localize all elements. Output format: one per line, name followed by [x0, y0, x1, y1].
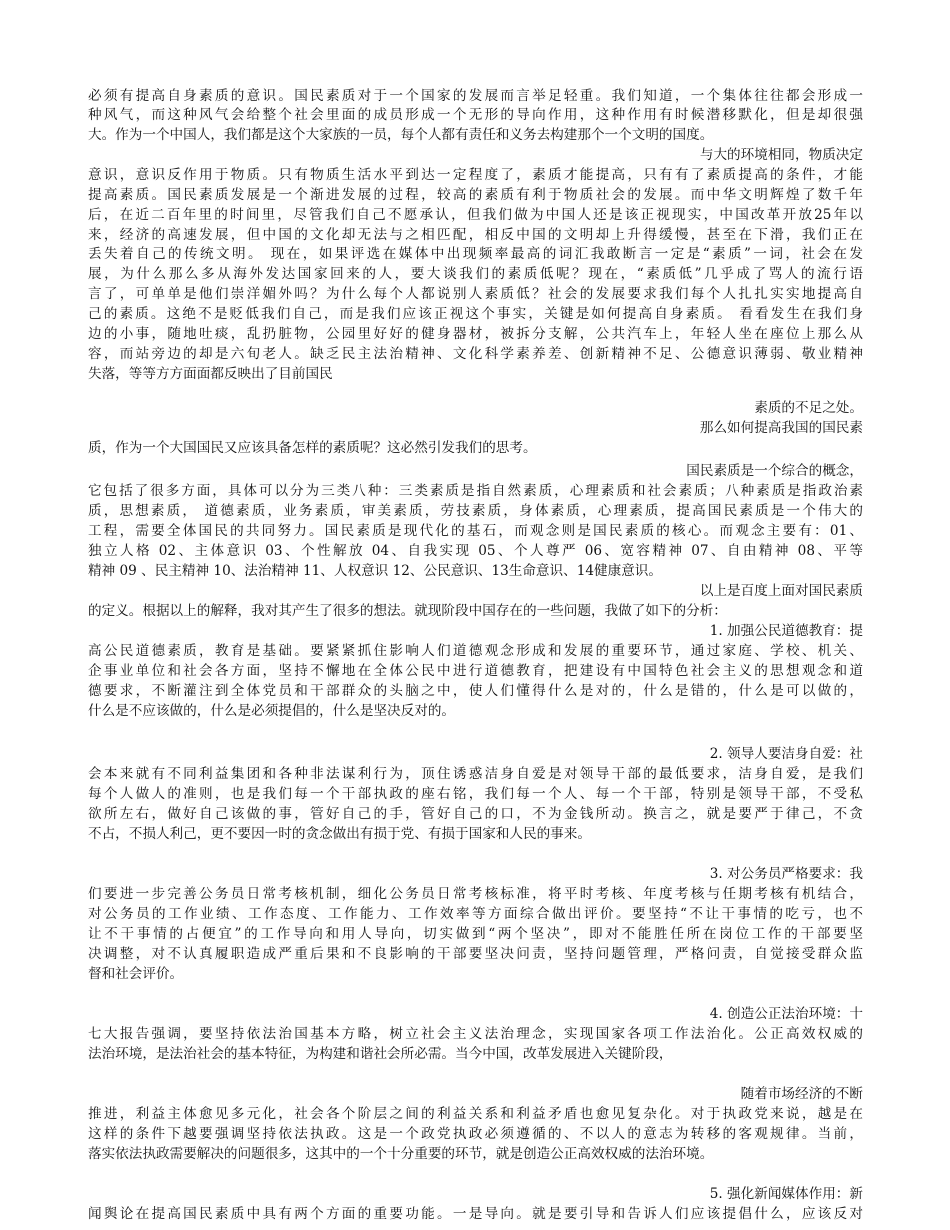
text-line: 容，而站旁边的却是六旬老人。缺乏民主法治精神、文化科学素养差、创新精神不足、公德意识薄弱、敬业精神 [88, 346, 863, 362]
text-line: 后，在近二百年里的时间里，尽管我们自己不愿承认，但我们做为中国人还是该正视现实，中国改革开放25年以 [88, 207, 863, 223]
text-line: 2. 领导人要洁身自爱：社 [709, 746, 863, 762]
text-line: 欲所左右，做好自己该做的事，管好自己的手，管好自己的口，不为金钱所动。换言之，就是要严于律己，不贪 [88, 806, 863, 822]
text-line: 高公民道德素质，教育是基础。要紧紧抓住影响人们道德观念形成和发展的重要环节，通过家庭、学校、机关、 [88, 643, 863, 659]
text-line: 丢失着自己的传统文明。 现在，如果评选在媒体中出现频率最高的词汇我敢断言一定是“素质”一词，社会在发 [88, 246, 863, 262]
text-line: 5. 强化新闻媒体作用：新 [709, 1186, 863, 1202]
text-line: 边的小事，随地吐痰，乱扔脏物，公园里好好的健身器材，被拆分支解，公共汽车上，年轻人坐在座位上那么从 [88, 326, 863, 342]
text-line: 落实依法执政需要解决的问题很多，这其中的一个十分重要的环节，就是创造公正高效权威的法治环境。 [88, 1146, 714, 1162]
text-line: 素质的不足之处。 [754, 400, 863, 416]
text-line: 法治环境，是法治社会的基本特征，为构建和谐社会所必需。当今中国，改革发展进入关键阶段， [88, 1046, 673, 1062]
text-line [88, 1064, 863, 1084]
text-line: 质，思想素质， 道德素质，业务素质，审美素质，劳技素质，身体素质，心理素质，提高国民素质是一个伟大的 [88, 503, 863, 519]
text-line: 它包括了很多方面，具体可以分为三类八种：三类素质是指自然素质，心理素质和社会素质；八种素质是指政治素 [88, 483, 863, 499]
text-line: 督和社会评价。 [88, 966, 184, 982]
text-line: 1. 加强公民道德教育：提 [709, 623, 863, 639]
text-line: 以上是百度上面对国民素质 [699, 583, 863, 599]
text-line: 推进，利益主体愈见多元化，社会各个阶层之间的利益关系和利益矛盾也愈见复杂化。对于执政党来说，越是在 [88, 1106, 863, 1122]
text-line: 提高素质。国民素质发展是一个渐进发展的过程，较高的素质有利于物质社会的发展。而中华文明辉煌了数千年 [88, 187, 863, 203]
text-line: 这样的条件下越要强调坚持依法执政。这是一个政党执政必须遵循的、不以人的意志为转移的客观规律。当前， [88, 1126, 863, 1142]
text-line: 决调整，对不认真履职造成严重后果和不良影响的干部要坚决问责，坚持问题管理，严格问责，自觉接受群众监 [88, 946, 863, 962]
text-line: 独立人格 02、主体意识 03、个性解放 04、自我实现 05、个人尊严 06、宽容精神 07、自由精神 08、平等 [88, 543, 863, 559]
text-line: 德要求，不断灌注到全体党员和干部群众的头脑之中，使人们懂得什么是对的，什么是错的，什么是可以做的， [88, 683, 863, 699]
text-line [88, 984, 863, 1004]
text-line: 3. 对公务员严格要求：我 [709, 866, 863, 882]
text-line: 与大的环境相同，物质决定 [699, 147, 863, 163]
text-line: 质，作为一个大国国民又应该具备怎样的素质呢？这必然引发我们的思考。 [88, 440, 537, 456]
text-line: 意识，意识反作用于物质。只有物质生活水平到达一定程度了，素质才能提高，只有有了素质提高的条件，才能 [88, 167, 863, 183]
text-line [88, 1164, 863, 1184]
text-line: 失落，等等方方面面都反映出了目前国民 [88, 366, 333, 382]
text-line: 精神 09 、民主精神 10、法治精神 11、人权意识 12、公民意识、13生命意识、14健康意识。 [88, 563, 662, 579]
text-line: 大。作为一个中国人，我们都是这个大家族的一员，每个人都有责任和义务去构建那个一个文明的国度。 [88, 127, 714, 143]
text-line: 闻舆论在提高国民素质中具有两个方面的重要功能。一是导向。就是要引导和告诉人们应该提倡什么，应该反对 [88, 1206, 863, 1222]
text-line: 每个人做人的准则，也是我们每一个干部执政的座右铭，我们每一个人、每一个干部，特别是领导干部，不受私 [88, 786, 863, 802]
text-line: 国民素质是一个综合的概念， [686, 463, 863, 479]
text-line: 企事业单位和社会各方面，坚持不懈地在全体公民中进行道德教育，把建设有中国特色社会主义的思想观念和道 [88, 663, 863, 679]
text-line: 那么如何提高我国的国民素 [699, 420, 863, 436]
text-line: 的定义。根据以上的解释，我对其产生了很多的想法。就现阶段中国存在的一些问题，我做了如下的分析： [88, 603, 727, 619]
text-line: 展，为什么那么多从海外发达国家回来的人，要大谈我们的素质低呢？现在，“素质低”几乎成了骂人的流行语 [88, 266, 863, 282]
text-line: 4. 创造公正法治环境：十 [709, 1006, 863, 1022]
text-line: 随着市场经济的不断 [740, 1086, 863, 1102]
text-line: 不占，不损人利己，更不要因一时的贪念做出有损于党、有损于国家和人民的事来。 [88, 826, 591, 842]
text-line: 必须有提高自身素质的意识。国民素质对于一个国家的发展而言举足轻重。我们知道，一个集体往往都会形成一 [88, 88, 863, 104]
text-line: 会本来就有不同利益集团和各种非法谋利行为，顶住诱惑洁身自爱是对领导干部的最低要求，洁身自爱，是我们 [88, 766, 863, 782]
text-line: 们要进一步完善公务员日常考核机制，细化公务员日常考核标准，将平时考核、年度考核与任期考核有机结合， [88, 886, 863, 902]
text-line: 己的素质。这绝不是贬低我们自己，而是我们应该正视这个事实，关键是如何提高自身素质。 看看发生在我们身 [88, 306, 863, 322]
text-line: 让不干事情的占便宜”的工作导向和用人导向，切实做到“两个坚决”，即对不能胜任所在岗位工作的干部要坚 [88, 926, 863, 942]
text-line: 什么是不应该做的，什么是必须提倡的，什么是坚决反对的。 [88, 703, 456, 719]
text-line: 言了，可单单是他们崇洋媚外吗？为什么每个人都说别人素质低？社会的发展要求我们每个人扎扎实实地提高自 [88, 286, 863, 302]
text-line [88, 844, 863, 864]
text-line: 种风气，而这种风气会给整个社会里面的成员形成一个无形的导向作用，这种作用有时候潜移默化，但是却很强 [88, 107, 863, 123]
text-line: 来，经济的高速发展，但中国的文化却无法与之相匹配，相反中国的文明却上升得缓慢，甚至在下滑，我们正在 [88, 227, 863, 243]
text-line: 工程，需要全体国民的共同努力。国民素质是现代化的基石，而观念则是国民素质的核心。而观念主要有：01、 [88, 523, 863, 539]
text-line [88, 721, 863, 741]
text-line: 对公务员的工作业绩、工作态度、工作能力、工作效率等方面综合做出评价。要坚持“不让干事情的吃亏，也不 [88, 906, 863, 922]
text-line: 七大报告强调，要坚持依法治国基本方略，树立社会主义法治理念，实现国家各项工作法治化。公正高效权威的 [88, 1026, 863, 1042]
